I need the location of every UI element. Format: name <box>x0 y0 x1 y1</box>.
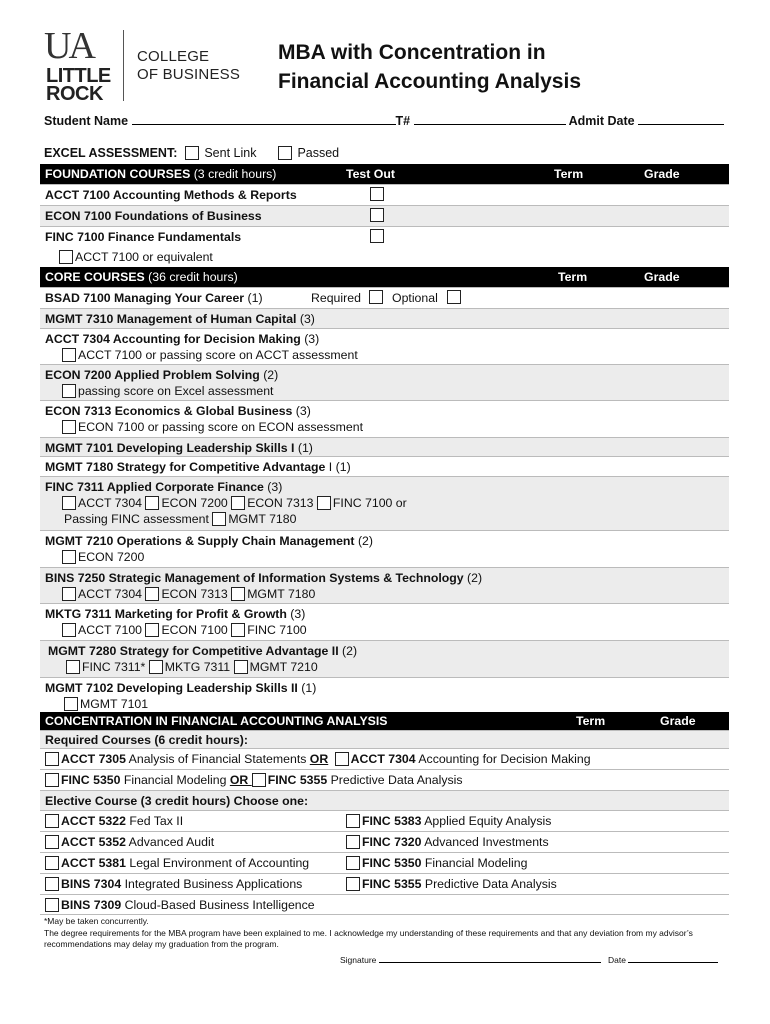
course-title: Advanced Investments <box>421 835 549 849</box>
course-name: MGMT 7101 Developing Leadership Skills I <box>45 441 295 455</box>
course-code: FINC 5350 <box>362 856 422 870</box>
course-code: ACCT 5381 <box>61 856 126 870</box>
course-code: FINC 7320 <box>362 835 422 849</box>
core-row-acct7304 <box>40 328 729 364</box>
test-out-checkbox[interactable] <box>370 187 384 201</box>
course-title: Predictive Data Analysis <box>327 773 463 787</box>
passed-label: Passed <box>297 146 340 160</box>
foundation-credits: (3 credit hours) <box>190 167 277 181</box>
core-row-bsad7100 <box>40 287 729 308</box>
course-checkbox[interactable] <box>45 773 59 787</box>
prereq-checkbox[interactable] <box>149 660 163 674</box>
course-title: Applied Equity Analysis <box>421 814 552 828</box>
grade-header: Grade <box>660 714 696 728</box>
course-name: ECON 7100 Foundations of Business <box>45 209 262 223</box>
date-field[interactable] <box>628 954 718 963</box>
elective-row <box>40 831 729 852</box>
elective-courses-label: Elective Course (3 credit hours) Choose one: <box>45 794 309 808</box>
logo-divider <box>123 30 124 101</box>
prereq-label: ECON 7100 or passing score on ECON assessment <box>78 420 364 434</box>
course-code: FINC 5355 <box>267 773 328 787</box>
foundation-header <box>40 164 729 184</box>
prereq-label: MGMT 7180 <box>247 587 316 601</box>
prereq-label: Passing FINC assessment <box>64 512 209 526</box>
excel-assessment <box>44 146 339 160</box>
course-table <box>40 164 729 915</box>
concentration-title: CONCENTRATION IN FINANCIAL ACCOUNTING ANALYSIS <box>45 714 388 728</box>
prereq-checkbox[interactable] <box>317 496 331 510</box>
prereq-checkbox[interactable] <box>62 348 76 362</box>
core-credits: (36 credit hours) <box>144 270 238 284</box>
concentration-header <box>40 712 729 730</box>
course-code: ACCT 7304 <box>350 752 416 766</box>
test-out-header: Test Out <box>346 167 395 181</box>
course-code: FINC 5350 <box>61 773 121 787</box>
grade-header: Grade <box>644 167 680 181</box>
course-credits: (1) <box>294 441 313 455</box>
foundation-title: FOUNDATION COURSES <box>45 167 191 181</box>
elective-row <box>40 873 729 894</box>
elective-label-row <box>40 790 729 810</box>
acknowledgement-text: The degree requirements for the MBA program have been explained to me. I acknowledge my understanding of these requirements and that any deviation from my advisor’s recommendations may delay my graduation from the program. <box>44 927 693 949</box>
course-name: BINS 7250 Strategic Management of Information Systems & Technology <box>45 571 464 585</box>
course-code: ACCT 7305 <box>61 752 126 766</box>
ua-little-rock-logo <box>44 25 120 105</box>
term-header: Term <box>558 270 588 284</box>
excel-label: EXCEL ASSESSMENT: <box>44 146 178 160</box>
prereq-checkbox[interactable] <box>145 587 159 601</box>
prereq-label: ACCT 7100 or passing score on ACCT assessment <box>78 348 358 362</box>
prereq-checkbox[interactable] <box>62 384 76 398</box>
equivalent-checkbox[interactable] <box>59 250 73 264</box>
course-name: ECON 7313 Economics & Global Business <box>45 404 293 418</box>
term-header: Term <box>554 167 584 181</box>
test-out-checkbox[interactable] <box>370 208 384 222</box>
elective-row <box>40 852 729 873</box>
course-name: MGMT 7180 Strategy for Competitive Advantage <box>45 460 326 474</box>
course-title: Predictive Data Analysis <box>421 877 557 891</box>
date-line <box>608 954 718 965</box>
course-title: Analysis of Financial Statements <box>125 752 310 766</box>
term-header: Term <box>576 714 606 728</box>
course-code: ACCT 5352 <box>61 835 126 849</box>
sent-link-label: Sent Link <box>204 146 257 160</box>
logo-ua-text: UA <box>44 25 93 67</box>
prereq-label: MGMT 7180 <box>228 512 297 526</box>
prereq-checkbox[interactable] <box>234 660 248 674</box>
admit-date-label: Admit Date <box>568 114 635 128</box>
course-credits: (1) <box>297 681 317 695</box>
prereq-checkbox[interactable] <box>64 697 78 711</box>
core-title: CORE COURSES <box>45 270 145 284</box>
prereq-checkbox[interactable] <box>145 496 159 510</box>
prereq-checkbox[interactable] <box>62 587 76 601</box>
footer-notes <box>44 916 734 951</box>
core-row-mgmt7210 <box>40 530 729 567</box>
course-credits: (3) <box>263 480 283 494</box>
or-label: OR <box>229 773 252 787</box>
course-checkbox[interactable] <box>346 835 360 849</box>
course-name: BSAD 7100 Managing Your Career <box>45 291 245 305</box>
course-title: Financial Modeling <box>120 773 230 787</box>
course-title: Legal Environment of Accounting <box>125 856 310 870</box>
core-header <box>40 267 729 287</box>
course-credits: (3) <box>286 607 306 621</box>
core-row-mgmt7101 <box>40 437 729 456</box>
course-checkbox[interactable] <box>346 814 360 828</box>
passed-checkbox[interactable] <box>278 146 292 160</box>
course-credits: (3) <box>296 312 315 326</box>
prereq-checkbox[interactable] <box>231 587 245 601</box>
course-title: Fed Tax II <box>125 814 184 828</box>
course-checkbox[interactable] <box>45 877 59 891</box>
prereq-label: MKTG 7311 <box>164 660 231 674</box>
course-name: MGMT 7280 Strategy for Competitive Advantage II <box>48 644 339 658</box>
sent-link-checkbox[interactable] <box>185 146 199 160</box>
prereq-label: ECON 7313 <box>247 496 314 510</box>
course-credits: (2) <box>354 534 373 548</box>
course-credits: (3) <box>300 332 320 346</box>
course-checkbox[interactable] <box>45 856 59 870</box>
course-code: ACCT 5322 <box>61 814 126 828</box>
course-checkbox[interactable] <box>45 752 59 766</box>
signature-line <box>340 954 601 965</box>
course-name: MKTG 7311 Marketing for Profit & Growth <box>45 607 287 621</box>
course-credits: (1) <box>244 291 263 305</box>
student-name-field[interactable] <box>132 112 396 125</box>
course-checkbox[interactable] <box>45 898 59 912</box>
course-name: FINC 7311 Applied Corporate Finance <box>45 480 264 494</box>
prereq-label: ECON 7200 <box>161 496 228 510</box>
prereq-label: ACCT 7100 <box>78 623 143 637</box>
title-line-1: MBA with Concentration in <box>278 41 546 64</box>
date-label: Date <box>608 955 626 965</box>
core-row-mktg7311 <box>40 603 729 640</box>
course-title: Cloud-Based Business Intelligence <box>121 898 315 912</box>
college-name <box>137 48 240 84</box>
prereq-label: FINC 7100 <box>247 623 307 637</box>
required-label: Required <box>311 291 361 305</box>
required-courses-label: Required Courses (6 credit hours): <box>45 733 248 747</box>
course-code: BINS 7309 <box>61 898 122 912</box>
core-row-mgmt7102 <box>40 677 729 712</box>
core-row-finc7311 <box>40 476 729 530</box>
course-code: FINC 5383 <box>362 814 422 828</box>
course-name: ECON 7200 Applied Problem Solving <box>45 368 260 382</box>
signature-field[interactable] <box>379 954 601 963</box>
or-label: OR <box>309 752 329 766</box>
course-name: MGMT 7102 Developing Leadership Skills II <box>45 681 298 695</box>
student-name-label: Student Name <box>44 114 129 128</box>
course-name: ACCT 7304 Accounting for Decision Making <box>45 332 301 346</box>
prereq-checkbox[interactable] <box>212 512 226 526</box>
course-credits: (3) <box>292 404 311 418</box>
course-checkbox[interactable] <box>45 835 59 849</box>
core-row-mgmt7310 <box>40 308 729 328</box>
course-title: Advanced Audit <box>125 835 215 849</box>
course-code: BINS 7304 <box>61 877 122 891</box>
admit-date-field[interactable] <box>638 112 724 125</box>
prereq-label: ECON 7200 <box>78 550 145 564</box>
course-name: MGMT 7310 Management of Human Capital <box>45 312 297 326</box>
course-credits: (2) <box>338 644 358 658</box>
college-line-2: OF BUSINESS <box>137 66 241 83</box>
elective-row <box>40 894 729 915</box>
t-number-label: T# <box>395 114 411 128</box>
course-name: MGMT 7210 Operations & Supply Chain Management <box>45 534 355 548</box>
prereq-checkbox[interactable] <box>62 623 76 637</box>
foundation-row <box>40 226 729 247</box>
prereq-checkbox[interactable] <box>66 660 80 674</box>
prereq-checkbox[interactable] <box>231 496 245 510</box>
concurrent-note: *May be taken concurrently. <box>44 916 149 926</box>
elective-row <box>40 810 729 831</box>
required-courses-label-row <box>40 730 729 748</box>
prereq-checkbox[interactable] <box>231 623 245 637</box>
logo-little-text: LITTLE <box>46 65 111 87</box>
prereq-label: ECON 7313 <box>161 587 228 601</box>
signature-label: Signature <box>340 955 377 965</box>
course-credits: (2) <box>463 571 483 585</box>
course-title: Financial Modeling <box>421 856 528 870</box>
prereq-label: FINC 7311* <box>82 660 146 674</box>
course-checkbox[interactable] <box>252 773 266 787</box>
prereq-label: FINC 7100 or <box>332 496 407 510</box>
prereq-checkbox[interactable] <box>62 550 76 564</box>
course-title: Accounting for Decision Making <box>415 752 591 766</box>
course-code: FINC 5355 <box>362 877 422 891</box>
optional-label: Optional <box>392 291 438 305</box>
core-row-mgmt7280 <box>40 640 729 677</box>
course-credits: (2) <box>259 368 279 382</box>
foundation-equivalent-row <box>40 247 729 267</box>
course-name: ACCT 7100 Accounting Methods & Reports <box>45 188 297 202</box>
prereq-checkbox[interactable] <box>62 496 76 510</box>
t-number-field[interactable] <box>414 112 566 125</box>
course-checkbox[interactable] <box>335 752 349 766</box>
optional-checkbox[interactable] <box>447 290 461 304</box>
equivalent-label: ACCT 7100 or equivalent <box>75 250 213 264</box>
course-title: Integrated Business Applications <box>121 877 303 891</box>
logo-rock-text: ROCK <box>46 83 103 105</box>
prereq-label: passing score on Excel assessment <box>78 384 274 398</box>
foundation-row <box>40 205 729 226</box>
foundation-row <box>40 184 729 205</box>
prereq-label: ACCT 7304 <box>78 496 143 510</box>
course-credits: I (1) <box>325 460 351 474</box>
course-checkbox[interactable] <box>45 814 59 828</box>
course-checkbox[interactable] <box>346 856 360 870</box>
prereq-label: MGMT 7210 <box>249 660 318 674</box>
title-line-2: Financial Accounting Analysis <box>278 70 582 93</box>
core-row-econ7200 <box>40 364 729 400</box>
prereq-checkbox[interactable] <box>145 623 159 637</box>
prereq-label: ECON 7100 <box>161 623 228 637</box>
core-row-mgmt7180 <box>40 456 729 476</box>
core-row-econ7313 <box>40 400 729 437</box>
page-title <box>278 38 581 96</box>
prereq-label: ACCT 7304 <box>78 587 143 601</box>
student-info-line <box>44 112 734 128</box>
course-name: FINC 7100 Finance Fundamentals <box>45 230 242 244</box>
prereq-label: MGMT 7101 <box>80 697 149 711</box>
test-out-checkbox[interactable] <box>370 229 384 243</box>
core-row-bins7250 <box>40 567 729 603</box>
required-checkbox[interactable] <box>369 290 383 304</box>
required-row-2 <box>40 769 729 790</box>
college-line-1: COLLEGE <box>137 48 210 65</box>
required-row-1 <box>40 748 729 769</box>
prereq-checkbox[interactable] <box>62 420 76 434</box>
course-checkbox[interactable] <box>346 877 360 891</box>
grade-header: Grade <box>644 270 680 284</box>
